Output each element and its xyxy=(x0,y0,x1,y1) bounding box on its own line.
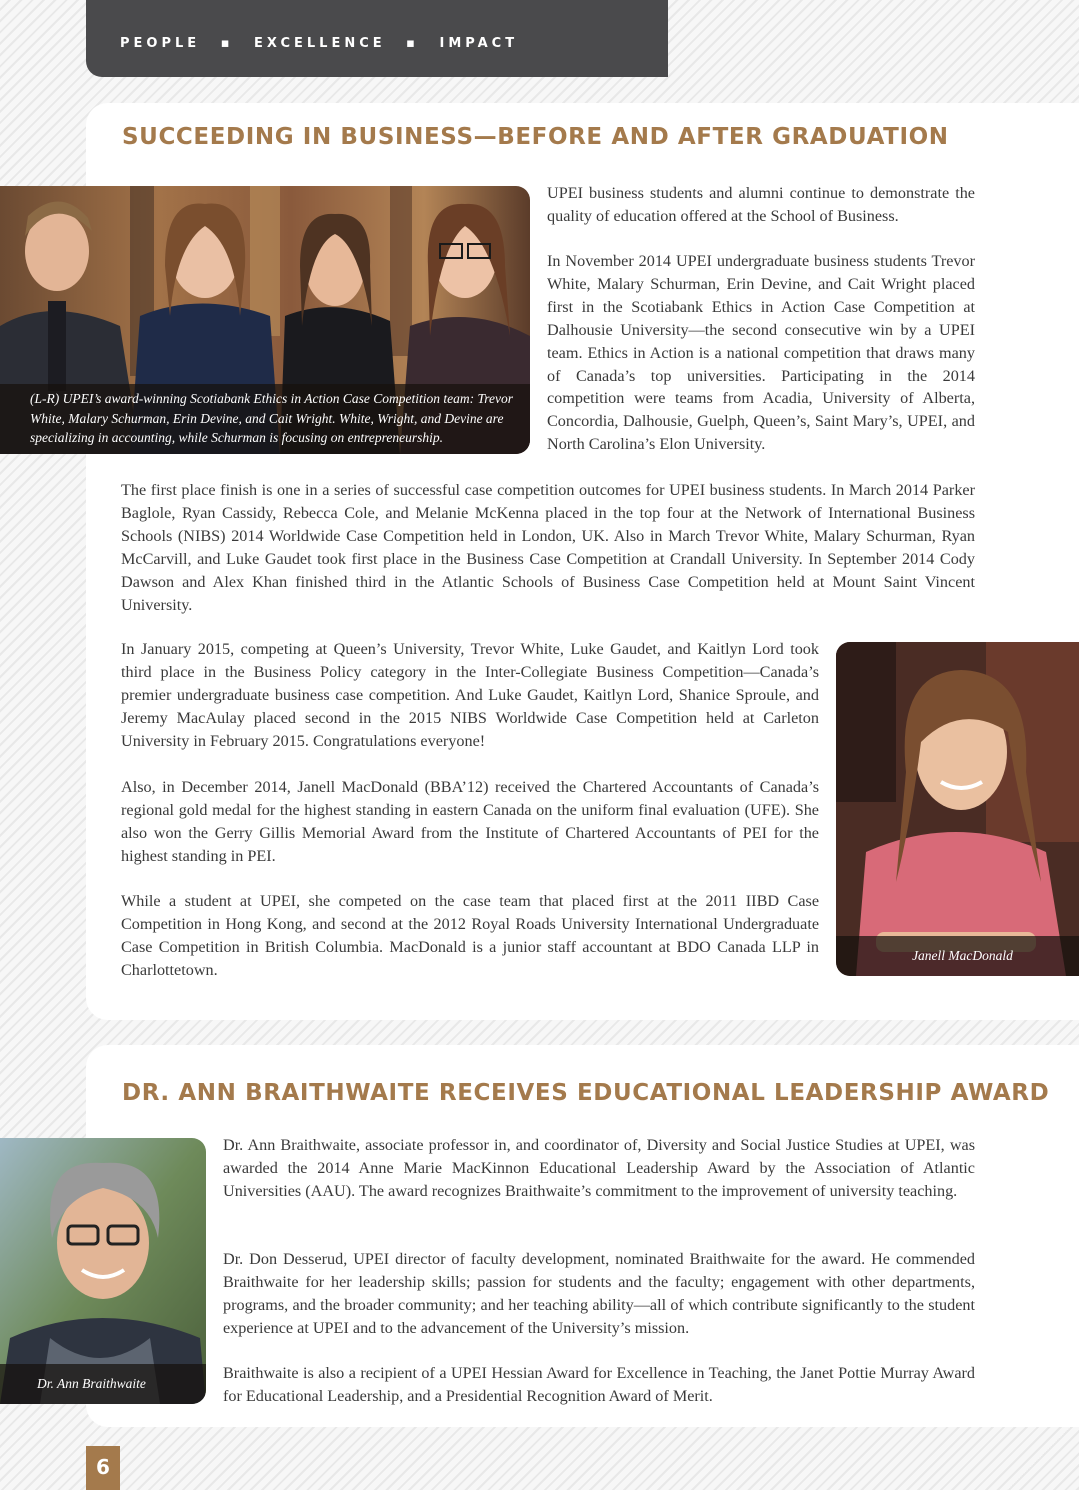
tagline-people: PEOPLE xyxy=(120,36,201,51)
macdonald-award-paragraph: Also, in December 2014, Janell MacDonald (BBA’12) received the Chartered Accountants of Canada’s regional gold medal for the highest standing in eastern Canada on the uniform final evaluation (UFE). She also won the Gerry Gillis Memorial Award from the Institute of Chartered Accountants of PEI for the highest standing in PEI. xyxy=(121,778,819,865)
page-number: 6 xyxy=(86,1446,120,1490)
braithwaite-photo-caption: Dr. Ann Braithwaite xyxy=(0,1364,206,1404)
macdonald-career-paragraph: While a student at UPEI, she competed on the case team that placed first at the 2011 IIBD Case Competition in Hong Kong, and second at the 2012 Royal Roads University International Undergraduate Case Competition in British Columbia. MacDonald is a junior staff accountant at BDO Canada LLP in Charlottetown. xyxy=(121,892,819,979)
tagline-excellence: EXCELLENCE xyxy=(254,36,386,51)
team-photo xyxy=(0,186,530,454)
ethics-competition-paragraph: In November 2014 UPEI undergraduate business students Trevor White, Malary Schurman, Erin Devine, and Cait Wright placed first in the Scotiabank Ethics in Action Case Competition at Dalhousie University—the second consecutive win by a UPEI team. Ethics in Action is a national competition that draws many of Canada’s top universities. Participating in the 2014 competition were teams from Acadia, University of Alberta, Concordia, Dalhousie, Guelph, Queen’s, Saint Mary’s, UPEI, and North Carolina’s Elon University. xyxy=(547,252,975,454)
header-tagline xyxy=(120,36,518,51)
janell-photo-caption: Janell MacDonald xyxy=(836,936,1079,976)
section-braithwaite-title: DR. ANN BRAITHWAITE RECEIVES EDUCATIONAL LEADERSHIP AWARD xyxy=(122,1080,1050,1106)
tagline-separator-2: ▪ xyxy=(406,36,419,51)
janell-macdonald-photo xyxy=(836,642,1079,976)
business-intro-paragraph: UPEI business students and alumni continue to demonstrate the quality of education offered at the School of Business. xyxy=(547,184,975,225)
queens-competition-paragraph: In January 2015, competing at Queen’s University, Trevor White, Luke Gaudet, and Kaitlyn Lord took third place in the Business Policy category in the Inter-Collegiate Business Competition—Canada’s premier undergraduate business case competition. And Luke Gaudet, Kaitlyn Lord, Shanice Sproule, and Jeremy MacAulay placed second in the 2015 NIBS Worldwide Case Competition held at Carleton University in February 2015. Congratulations everyone! xyxy=(121,640,819,750)
ann-braithwaite-photo xyxy=(0,1138,206,1404)
desserud-nomination-paragraph: Dr. Don Desserud, UPEI director of faculty development, nominated Braithwaite for the award. He commended Braithwaite for her leadership skills; passion for students and the faculty; engagement with other departments, programs, and the broader community; and her teaching ability—all of which contribute significantly to the student experience at UPEI and to the advancement of the University’s mission. xyxy=(223,1250,975,1337)
header-bar xyxy=(86,0,668,77)
braithwaite-award-paragraph: Dr. Ann Braithwaite, associate professor in, and coordinator of, Diversity and Social Justice Studies at UPEI, was awarded the 2014 Anne Marie MacKinnon Educational Leadership Award by the Association of Atlantic Universities (AAU). The award recognizes Braithwaite’s commitment to the improvement of university teaching. xyxy=(223,1136,975,1200)
braithwaite-other-awards-paragraph: Braithwaite is also a recipient of a UPEI Hessian Award for Excellence in Teaching, the Janet Pottie Murray Award for Educational Leadership, and a Presidential Recognition Award of Merit. xyxy=(223,1364,975,1405)
section-business-title: SUCCEEDING IN BUSINESS—BEFORE AND AFTER GRADUATION xyxy=(122,124,949,150)
case-competitions-paragraph: The first place finish is one in a series of successful case competition outcomes for UPEI business students. In March 2014 Parker Baglole, Ryan Cassidy, Rebecca Cole, and Melanie McKenna placed in the top four at the Network of International Business Schools (NIBS) 2014 Worldwide Case Competition held in London, UK. Also in March Trevor White, Malary Schurman, Ryan McCarvill, and Luke Gaudet took first place in the Business Case Competition at Crandall University. In September 2014 Cody Dawson and Alex Khan finished third in the Atlantic Schools of Business Case Competition held at Mount Saint Vincent University. xyxy=(121,481,975,614)
janell-photo-image xyxy=(836,642,1079,976)
tagline-separator-1: ▪ xyxy=(220,36,234,51)
team-photo-caption: (L-R) UPEI’s award-winning Scotiabank Ethics in Action Case Competition team: Trevor White, Malary Schurman, Erin Devine, and Cait Wright. White, Wright, and Devine are specializing in accounting, while Schurman is focusing on entrepreneurship. xyxy=(0,384,530,454)
tagline-impact: IMPACT xyxy=(439,36,519,51)
